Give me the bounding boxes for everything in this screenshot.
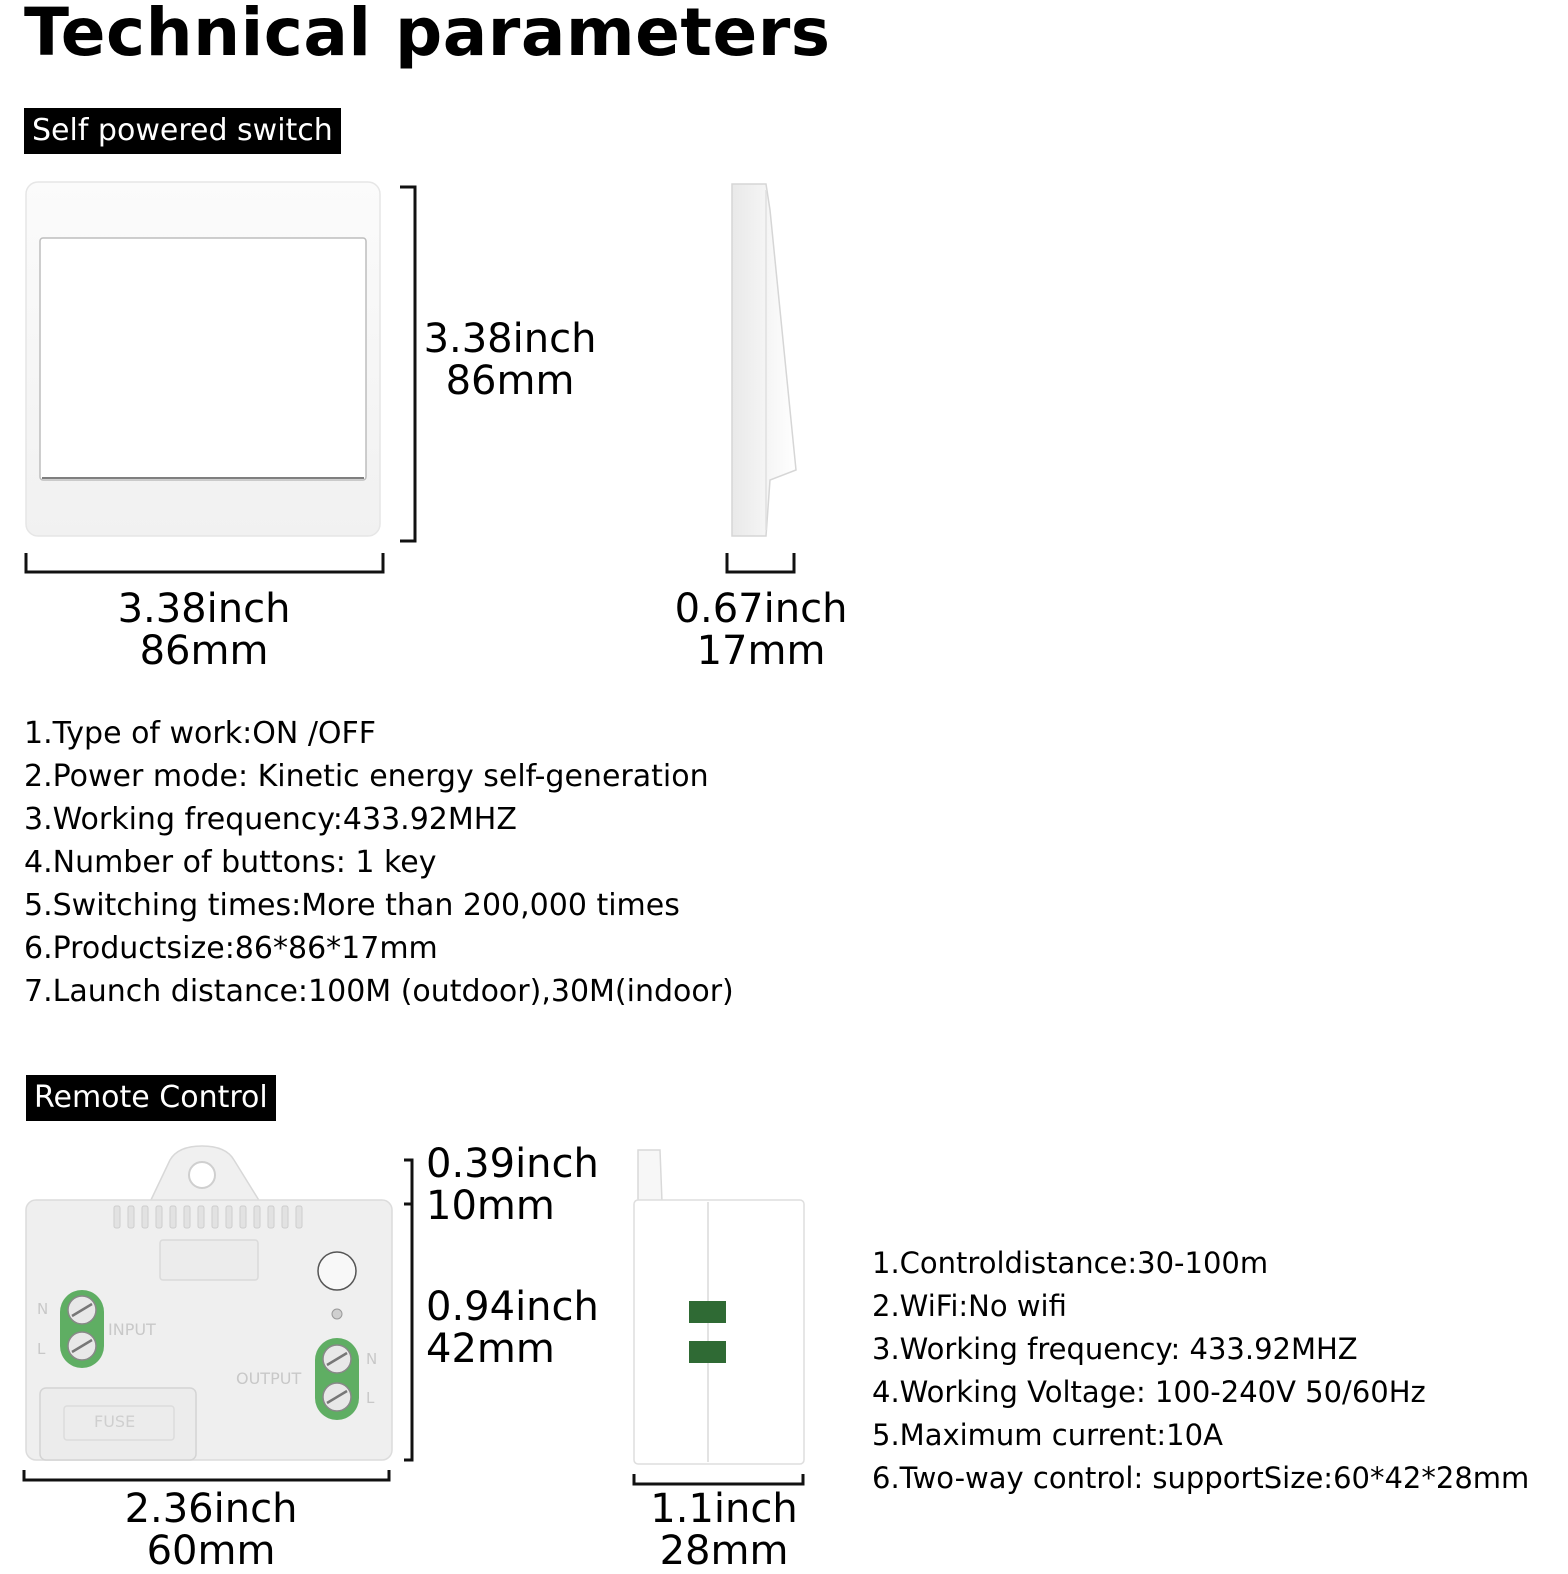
remote-section-tag: Remote Control (26, 1075, 276, 1121)
switch-width-mm: 86mm (139, 628, 269, 674)
switch-section-tag: Self powered switch (24, 108, 341, 154)
switch-height-dimension (420, 318, 600, 402)
list-item: 2.WiFi:No wifi (872, 1289, 1067, 1323)
switch-width-inch: 3.38inch (117, 586, 291, 632)
switch-width-dimension (104, 588, 304, 672)
list-item: 5.Maximum current:10A (872, 1418, 1223, 1452)
page-title: Technical parameters (24, 0, 831, 71)
list-item: 7.Launch distance:100M (outdoor),30M(indoor) (24, 974, 734, 1009)
remote-tab-height-mm: 10mm (426, 1183, 555, 1229)
list-item: 4.Working Voltage: 100-240V 50/60Hz (872, 1375, 1426, 1409)
remote-depth-dimension (644, 1488, 804, 1572)
remote-spec-list (872, 1242, 1529, 1500)
list-item: 1.Controldistance:30-100m (872, 1246, 1269, 1280)
remote-tab-height-dimension (426, 1143, 599, 1227)
list-item: 6.Two-way control: supportSize:60*42*28mm (872, 1461, 1530, 1495)
list-item: 2.Power mode: Kinetic energy self-generation (24, 759, 709, 794)
terminal-n-label: N (37, 1300, 49, 1318)
switch-depth-dimension (671, 588, 851, 672)
remote-depth-mm: 28mm (659, 1528, 789, 1574)
remote-width-mm: 60mm (146, 1528, 276, 1574)
remote-body-height-inch: 0.94inch (426, 1284, 599, 1330)
list-item: 4.Number of buttons: 1 key (24, 845, 437, 880)
remote-tab-height-inch: 0.39inch (426, 1141, 599, 1187)
remote-width-inch: 2.36inch (124, 1486, 298, 1532)
remote-width-dimension (111, 1488, 311, 1572)
list-item: 3.Working frequency: 433.92MHZ (872, 1332, 1358, 1366)
output-n-label: N (366, 1350, 378, 1368)
output-label: OUTPUT (236, 1369, 302, 1388)
remote-depth-inch: 1.1inch (650, 1486, 798, 1532)
input-label: INPUT (108, 1320, 156, 1339)
list-item: 1.Type of work:ON /OFF (24, 716, 377, 751)
remote-body-height-dimension (426, 1286, 599, 1370)
switch-depth-inch: 0.67inch (674, 586, 848, 632)
list-item: 3.Working frequency:433.92MHZ (24, 802, 517, 837)
remote-body-height-mm: 42mm (426, 1326, 555, 1372)
switch-spec-list (24, 712, 734, 1013)
output-l-label: L (366, 1389, 375, 1407)
fuse-label: FUSE (94, 1412, 136, 1431)
list-item: 5.Switching times:More than 200,000 times (24, 888, 680, 923)
list-item: 6.Productsize:86*86*17mm (24, 931, 438, 966)
switch-height-inch: 3.38inch (423, 316, 597, 362)
switch-depth-mm: 17mm (696, 628, 826, 674)
switch-height-mm: 86mm (445, 358, 575, 404)
terminal-l-label: L (37, 1340, 46, 1358)
